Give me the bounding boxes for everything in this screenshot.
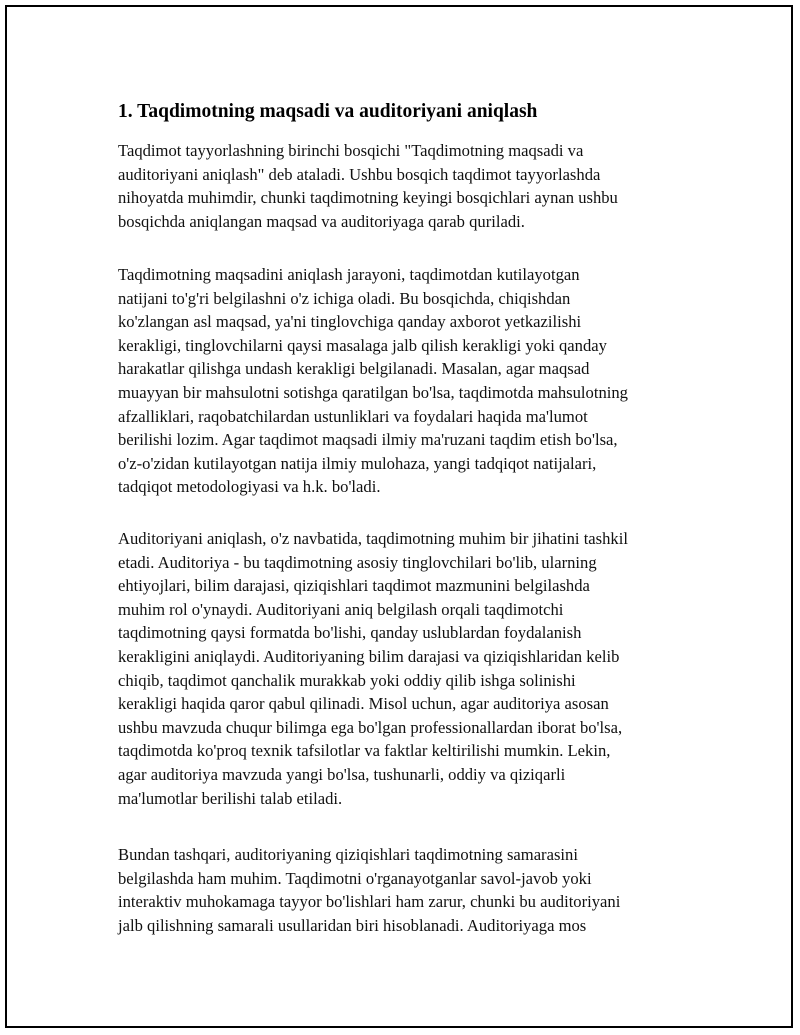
- text-line: muhim rol o'ynaydi. Auditoriyani aniq belgilash orqali taqdimotchi: [118, 599, 564, 619]
- document-title: 1. Taqdimotning maqsadi va auditoriyani aniqlash: [118, 101, 538, 122]
- paragraph-defining-audience: [118, 527, 628, 810]
- text-line: muayyan bir mahsulotni sotishga qaratilgan bo'lsa, taqdimotda mahsulotning: [118, 382, 628, 402]
- text-line: ma'lumotlar berilishi talab etiladi.: [118, 788, 343, 808]
- text-line: agar auditoriya mavzuda yangi bo'lsa, tushunarli, oddiy va qiziqarli: [118, 764, 566, 784]
- text-line: Taqdimotning maqsadini aniqlash jarayoni, taqdimotdan kutilayotgan: [118, 265, 580, 284]
- text-line: berilishi lozim. Agar taqdimot maqsadi ilmiy ma'ruzani taqdim etish bo'lsa,: [118, 430, 618, 450]
- text-line: ushbu mavzuda chuqur bilimga ega bo'lgan professionallardan iborat bo'lsa,: [118, 717, 623, 737]
- paragraph-purpose-intro: [118, 139, 618, 233]
- text-line: auditoriyani aniqlash" deb ataladi. Ushbu bosqich taqdimot tayyorlashda: [118, 164, 601, 184]
- page: [5, 5, 793, 1028]
- text-line: afzalliklari, raqobatchilardan ustunliklari va foydalari haqida ma'lumot: [118, 406, 588, 426]
- text-line: Bundan tashqari, auditoriyaning qiziqishlari taqdimotning samarasini: [118, 845, 578, 864]
- paragraph-defining-purpose: [118, 263, 628, 499]
- text-line: nihoyatda muhimdir, chunki taqdimotning keyingi bosqichlari aynan ushbu: [118, 188, 618, 208]
- text-line: jalb qilishning samarali usullaridan biri hisoblanadi. Auditoriyaga mos: [118, 915, 587, 935]
- paragraph-audience-interests: [118, 843, 620, 937]
- text-line: harakatlar qilishga undash kerakligi belgilanadi. Masalan, agar maqsad: [118, 359, 590, 379]
- text-line: ko'zlangan asl maqsad, ya'ni tinglovchiga qanday axborot yetkazilishi: [118, 312, 582, 332]
- text-line: interaktiv muhokamaga tayyor bo'lishlari ham zarur, chunki bu auditoriyani: [118, 892, 621, 912]
- text-line: etadi. Auditoriya - bu taqdimotning asosiy tinglovchilari bo'lib, ularning: [118, 552, 597, 572]
- text-line: natijani to'g'ri belgilashni o'z ichiga oladi. Bu bosqichda, chiqishdan: [118, 288, 571, 308]
- text-line: belgilashda ham muhim. Taqdimotni o'rganayotganlar savol-javob yoki: [118, 868, 592, 888]
- text-line: kerakligi haqida qaror qabul qilinadi. Misol uchun, agar auditoriya asosan: [118, 694, 609, 714]
- text-line: tadqiqot metodologiyasi va h.k. bo'ladi.: [118, 477, 381, 497]
- text-line: chiqib, taqdimot qanchalik murakkab yoki oddiy qilib ishga solinishi: [118, 670, 576, 690]
- text-line: taqdimotning qaysi formatda bo'lishi, qanday uslublardan foydalanish: [118, 623, 582, 643]
- text-line: bosqichda aniqlangan maqsad va auditoriyaga qarab quriladi.: [118, 211, 525, 231]
- text-line: kerakligi, tinglovchilarni qaysi masalaga jalb qilish kerakligi yoki qanday: [118, 335, 607, 355]
- text-line: Auditoriyani aniqlash, o'z navbatida, taqdimotning muhim bir jihatini tashkil: [118, 529, 628, 548]
- text-line: o'z-o'zidan kutilayotgan natija ilmiy mulohaza, yangi tadqiqot natijalari,: [118, 453, 597, 473]
- text-line: ehtiyojlari, bilim darajasi, qiziqishlari taqdimot mazmunini belgilashda: [118, 576, 590, 596]
- text-line: taqdimotda ko'proq texnik tafsilotlar va faktlar keltirilishi mumkin. Lekin,: [118, 741, 611, 761]
- text-line: kerakligini aniqlaydi. Auditoriyaning bilim darajasi va qiziqishlaridan kelib: [118, 646, 620, 666]
- text-line: Taqdimot tayyorlashning birinchi bosqichi "Taqdimotning maqsadi va: [118, 141, 584, 160]
